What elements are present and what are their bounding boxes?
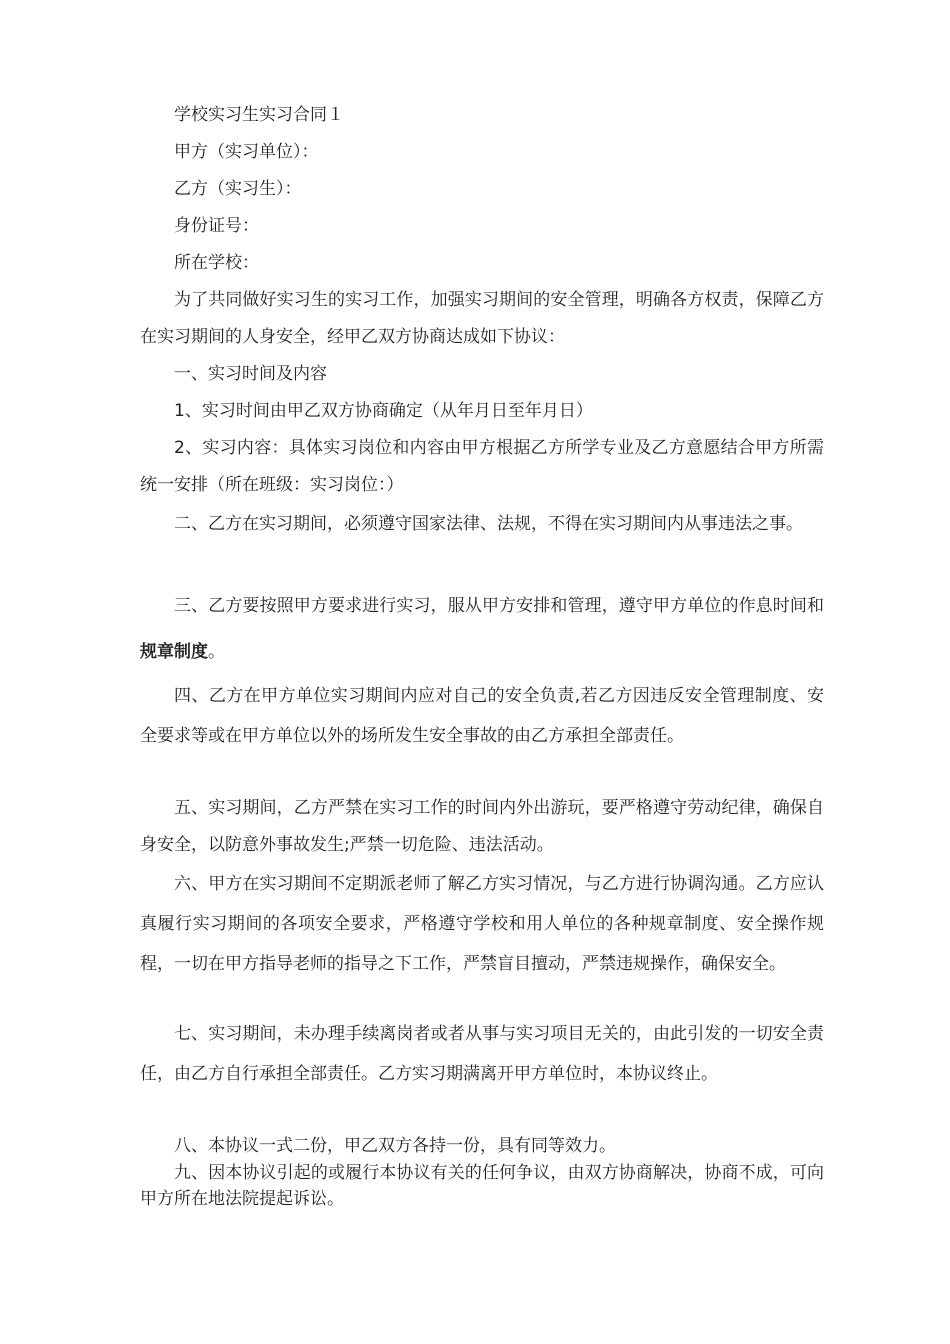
party-b-line: 乙方（实习生）：: [174, 179, 302, 199]
clause-9: 九、因本协议引起的或履行本协议有关的任何争议，由双方协商解决，协商不成，可向甲方所在地法院提起诉讼。: [140, 1163, 824, 1209]
clause-7: 七、实习期间，未办理手续离岗者或者从事与实习项目无关的，由此引发的一切安全责任，由乙方自行承担全部责任。乙方实习期满离开甲方单位时，本协议终止。: [140, 1024, 824, 1084]
clause-3-end: 。: [208, 642, 225, 662]
id-number-line: 身份证号：: [174, 216, 259, 236]
party-a-line: 甲方（实习单位）：: [174, 142, 319, 162]
clause-2: 二、乙方在实习期间，必须遵守国家法律、法规，不得在实习期间内从事违法之事。: [174, 514, 803, 534]
clause-3-text: 三、乙方要按照甲方要求进行实习，服从甲方安排和管理，遵守甲方单位的作息时间和: [174, 596, 824, 616]
clause-3-bold: 规章制度: [140, 642, 208, 662]
school-line: 所在学校：: [174, 253, 259, 273]
document-title: 学校实习生实习合同１: [174, 105, 344, 125]
clause-4: 四、乙方在甲方单位实习期间内应对自己的安全负责,若乙方因违反安全管理制度、安全要求等或在甲方单位以外的场所发生安全事故的由乙方承担全部责任。: [140, 686, 824, 746]
clause-3: [140, 583, 824, 675]
section1-heading: 一、实习时间及内容: [174, 364, 327, 384]
clause-5: 五、实习期间，乙方严禁在实习工作的时间内外出游玩，要严格遵守劳动纪律，确保自身安全，以防意外事故发生;严禁一切危险、违法活动。: [140, 798, 824, 855]
section1-item1: 1、实习时间由甲乙双方协商确定（从年月日至年月日）: [174, 401, 593, 421]
clause-6: 六、甲方在实习期间不定期派老师了解乙方实习情况，与乙方进行协调沟通。乙方应认真履行实习期间的各项安全要求，严格遵守学校和用人单位的各种规章制度、安全操作规程，一切在甲方指导老师的指导之下工作，严禁盲目擅动，严禁违规操作，确保安全。: [140, 874, 824, 974]
section1-item2: 2、实习内容：具体实习岗位和内容由甲方根据乙方所学专业及乙方意愿结合甲方所需统一安排（所在班级：实习岗位：）: [140, 438, 824, 495]
clause-8: 八、本协议一式二份，甲乙双方各持一份，具有同等效力。: [174, 1136, 616, 1156]
intro-paragraph: 为了共同做好实习生的实习工作，加强实习期间的安全管理，明确各方权责，保障乙方在实习期间的人身安全，经甲乙双方协商达成如下协议：: [140, 290, 824, 347]
